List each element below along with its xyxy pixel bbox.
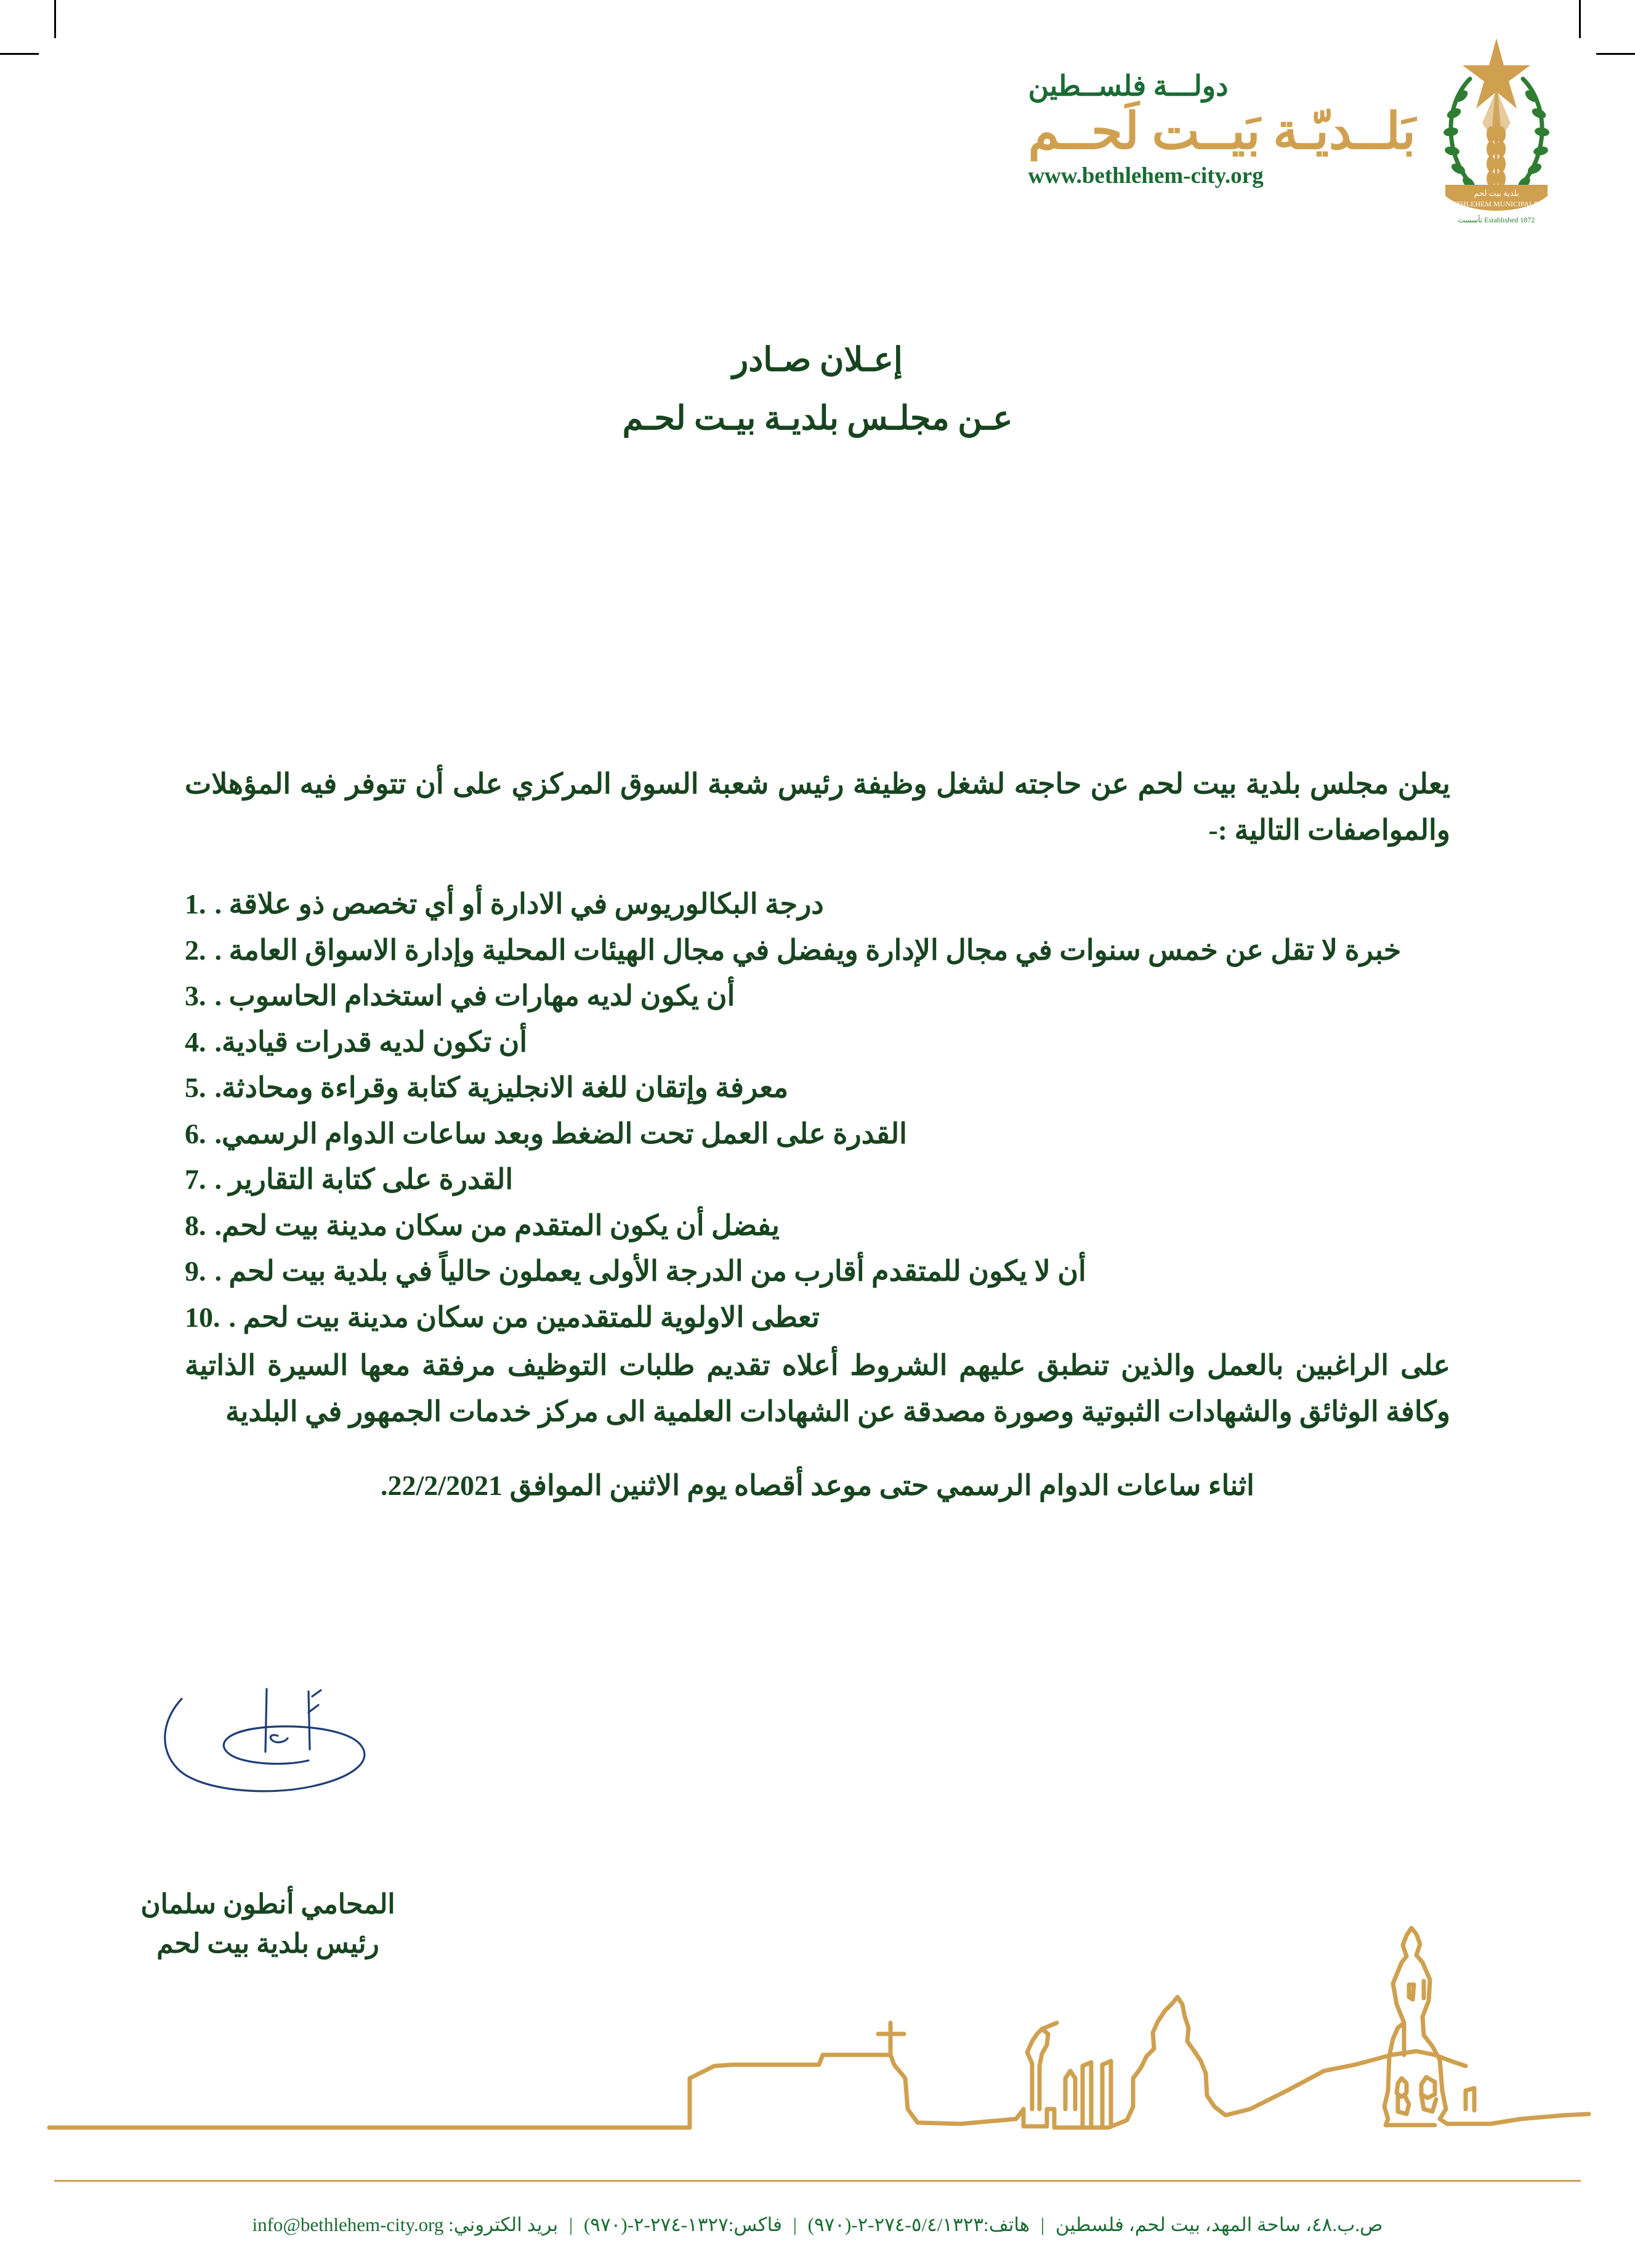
letterhead-municipality-line: بَلــديّـة بَيــت لَحــم: [1028, 103, 1416, 160]
requirement-number: 3.: [185, 980, 206, 1012]
crest-established-text: Established 1872 تأسست: [1458, 216, 1535, 224]
signatory-title: رئيس بلدية بيت لحم: [156, 1928, 379, 1959]
requirements-list: [185, 881, 1450, 1340]
footer-divider: [54, 2180, 1581, 2182]
requirement-number: 7.: [185, 1164, 206, 1196]
intro-paragraph: يعلن مجلس بلدية بيت لحم عن حاجته لشغل وظيفة رئيس شعبة السوق المركزي على أن تتوفر فيه المؤهلات والمواصفات التالية :-: [185, 768, 1450, 846]
page-title: إعـلان صـادر: [732, 341, 903, 378]
footer-separator-3: |: [569, 2214, 573, 2235]
footer-separator-2: |: [793, 2214, 797, 2235]
signature-area: [157, 1688, 477, 1811]
crest-ribbon-ar: بلدية بيت لحم: [1474, 188, 1519, 198]
footer-email-label: بريد الكتروني:: [448, 2214, 559, 2235]
requirement-item: [185, 973, 1450, 1019]
bethlehem-municipality-crest-icon: [1432, 31, 1561, 228]
requirement-number: 9.: [185, 1255, 206, 1287]
requirement-item: [185, 1203, 1450, 1249]
requirement-text: أن لا يكون للمتقدم أقارب من الدرجة الأولى يعملون حالياً في بلدية بيت لحم .: [214, 1255, 1086, 1287]
footer-email-value[interactable]: info@bethlehem-city.org: [252, 2214, 444, 2235]
requirement-item: [185, 1065, 1450, 1111]
requirement-item: [185, 1249, 1450, 1295]
requirement-text: تعطى الاولوية للمتقدمين من سكان مدينة بيت لحم .: [228, 1301, 820, 1333]
requirement-number: 6.: [185, 1117, 206, 1149]
requirement-number: 10.: [185, 1301, 220, 1333]
requirement-text: يفضل أن يكون المتقدم من سكان مدينة بيت لحم.: [214, 1209, 780, 1241]
requirement-text: معرفة وإتقان للغة الانجليزية كتابة وقراءة ومحادثة.: [214, 1072, 789, 1104]
requirement-text: أن تكون لديه قدرات قيادية.: [214, 1026, 528, 1058]
bethlehem-skyline-outline-icon: [0, 1820, 1635, 2165]
requirement-text: درجة البكالوريوس في الادارة أو أي تخصص ذو علاقة .: [214, 888, 824, 920]
requirement-item: [185, 1019, 1450, 1066]
requirement-item: [185, 1295, 1450, 1341]
requirement-number: 1.: [185, 888, 206, 920]
signature-names: [95, 1885, 440, 1964]
requirement-text: أن يكون لديه مهارات في استخدام الحاسوب .: [214, 980, 735, 1012]
requirement-number: 5.: [185, 1072, 206, 1104]
requirement-number: 8.: [185, 1209, 206, 1241]
requirement-text: القدرة على العمل تحت الضغط وبعد ساعات الدوام الرسمي.: [214, 1117, 907, 1149]
requirement-item: [185, 928, 1450, 974]
requirement-number: 4.: [185, 1026, 206, 1058]
requirement-item: [185, 881, 1450, 928]
footer-phone-value: ٥/٤/١٣٢٣-٢٧٤-٢-(٩٧٠): [807, 2214, 984, 2235]
footer-fax-label: فاكس:: [728, 2214, 782, 2235]
letterhead-website[interactable]: www.bethlehem-city.org: [1028, 163, 1264, 188]
document-title-block: [0, 338, 1635, 441]
footer-separator-1: |: [1040, 2214, 1045, 2235]
requirement-item: [185, 1157, 1450, 1203]
footer-address: ص.ب.٤٨، ساحة المهد، بيت لحم، فلسطين: [1055, 2214, 1383, 2235]
requirement-text: خبرة لا تقل عن خمس سنوات في مجال الإدارة ويفضل في مجال الهيئات المحلية وإدارة الاسواق العامة .: [214, 934, 1402, 966]
signatory-name: المحامي أنطون سلمان: [140, 1889, 395, 1919]
letterhead-state-line: دولـــة فلســطين: [1028, 70, 1229, 102]
crest-ribbon-en: BETHLEHEM MUNICIPALITY: [1447, 200, 1546, 208]
letterhead: [0, 25, 1635, 283]
requirement-text: القدرة على كتابة التقارير .: [214, 1164, 514, 1196]
page-subtitle: عـن مجلـس بلديـة بيـت لحـم: [622, 399, 1013, 437]
announcement-body: [185, 733, 1450, 1537]
deadline-paragraph: اثناء ساعات الدوام الرسمي حتى موعد أقصاه يوم الاثنين الموافق 22/2/2021.: [381, 1470, 1254, 1502]
requirement-number: 2.: [185, 934, 206, 966]
footer-fax-value: ١٣٢٧-٢٧٤-٢-(٩٧٠): [583, 2214, 729, 2235]
closing-paragraph: على الراغبين بالعمل والذين تنطبق عليهم الشروط أعلاه تقديم طلبات التوظيف مرفقة معها السيرة الذاتية وكافة الوثائق والشهادات الثبوتية وصورة مصدقة عن الشهادات العلمية الى مركز خدمات الجمهور في البلدية: [185, 1350, 1450, 1427]
handwritten-signature-icon: [157, 1688, 477, 1811]
footer-phone-label: هاتف:: [983, 2214, 1030, 2235]
requirement-item: [185, 1111, 1450, 1157]
footer-contact-line: [0, 2214, 1635, 2236]
